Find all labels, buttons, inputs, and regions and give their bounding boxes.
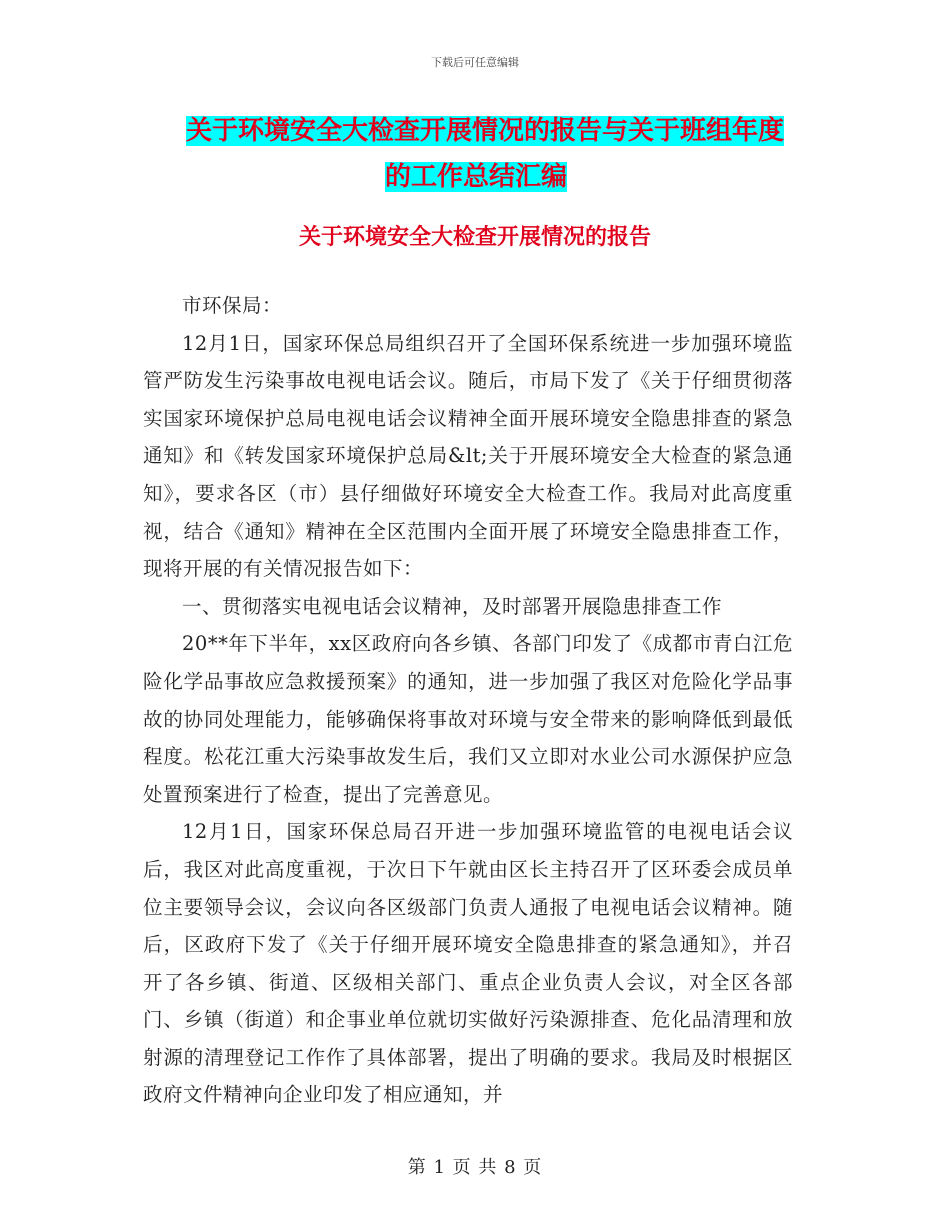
main-title-line-1: 关于环境安全大检查开展情况的报告与关于班组年度 xyxy=(186,116,785,146)
salutation: 市环保局： xyxy=(182,294,283,317)
header-note: 下载后可任意编辑 xyxy=(431,56,519,69)
section-title: 关于环境安全大检查开展情况的报告 xyxy=(298,224,651,250)
paragraph: 12月1日，国家环保总局召开进一步加强环境监管的电视电话会议后，我区对此高度重视，于次日下午就由区长主持召开了区环委会成员单位主要领导会议，会议向各区级部门负责人通报了电视电话会议精神。随后，区政府下发了《关于仔细开展环境安全隐患排查的紧急通知》，并召开了各乡镇、街道、区级相关部门、重点企业负责人会议，对全区各部门、乡镇（街道）和企事业单位就切实做好污染源排查、危化品清理和放射源的清理登记工作作了具体部署，提出了明确的要求。我局及时根据区政府文件精神向企业印发了相应通知，并 xyxy=(143,820,793,1107)
document-main-title xyxy=(186,108,826,200)
paragraph: 12月1日，国家环保总局组织召开了全国环保系统进一步加强环境监管严防发生污染事故电视电话会议。随后，市局下发了《关于仔细贯彻落实国家环境保护总局电视电话会议精神全面开展环境安全隐患排查的紧急通知》和《转发国家环境保护总局&lt;关于开展环境安全大检查的紧急通知》，要求各区（市）县仔细做好环境安全大检查工作。我局对此高度重视，结合《通知》精神在全区范围内全面开展了环境安全隐患排查工作，现将开展的有关情况报告如下： xyxy=(143,331,793,581)
document-body xyxy=(143,287,793,1114)
page-footer: 第 1 页 共 8 页 xyxy=(407,1157,543,1178)
main-title-line-2: 的工作总结汇编 xyxy=(384,162,567,192)
paragraph-heading: 一、贯彻落实电视电话会议精神，及时部署开展隐患排查工作 xyxy=(182,594,723,618)
paragraph: 20**年下半年，xx区政府向各乡镇、各部门印发了《成都市青白江危险化学品事故应急救援预案》的通知，进一步加强了我区对危险化学品事故的协同处理能力，能够确保将事故对环境与安全带来的影响降低到最低程度。松花江重大污染事故发生后，我们又立即对水业公司水源保护应急处置预案进行了检查，提出了完善意见。 xyxy=(143,632,793,806)
